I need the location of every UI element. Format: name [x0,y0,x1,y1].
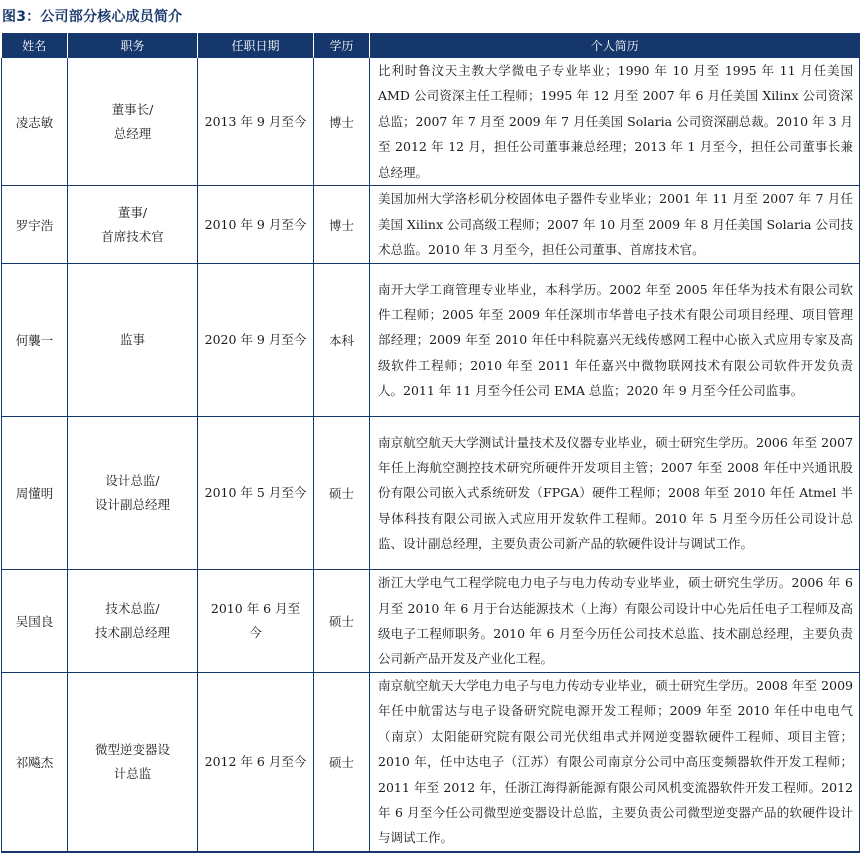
member-name: 吴国良 [2,570,68,673]
member-role [68,673,198,852]
header-resume: 个人简历 [370,33,860,58]
resume-text: 比利时鲁汶天主教大学微电子专业毕业；1990 年 10 月至 1995 年 11 月任美国 AMD 公司资深主任工程师；1995 年 12 月至 2007 年 6 月任美国 Xilinx 公司资深总监；2007 年 7 月至 2009 年 7 月任美国 Solaria 公司资深副总裁。2010 年 3 月至 2012 年 12 月，担任公司董事兼总经理；2013 年 1 月至今，担任公司董事长兼总经理。 [370,58,860,186]
resume-text: 南京航空航天大学测试计量技术及仪器专业毕业，硕士研究生学历。2006 年至 2007 年任上海航空测控技术研究所硬件开发项目主管；2007 年至 2008 年任中兴通讯股份有限公司嵌入式系统研发（FPGA）硬件工程师；2008 年至 2010 年任 Atmel 半导体科技有限公司嵌入式应用开发软件工程师。2010 年 5 月至今历任公司设计总监、设计副总经理，主要负责公司新产品的软硬件设计与调试工作。 [370,417,860,570]
role-line: 设计副总经理 [94,497,170,513]
member-name: 罗宇浩 [2,186,68,264]
header-role: 职务 [68,33,198,58]
education: 硕士 [314,673,370,852]
header-education: 学历 [314,33,370,58]
education: 博士 [314,186,370,264]
resume-text: 美国加州大学洛杉矶分校固体电子器件专业毕业；2001 年 11 月至 2007 年 7 月任美国 Xilinx 公司高级工程师；2007 年 10 月至 2009 年 8 月任美国 Solaria 公司技术总监。2010 年 3 月至今，担任公司董事、首席技术官。 [370,186,860,264]
appointment-date [198,264,314,417]
role-line: 总经理 [113,125,152,141]
role-line: 董事/ [117,204,148,220]
member-name: 何襲一 [2,264,68,417]
table-row [2,58,860,186]
appointment-date [198,673,314,852]
appointment-date [198,186,314,264]
date-line: 2010 年 6 月至 [210,601,301,617]
table-row [2,570,860,673]
appointment-date [198,58,314,186]
member-name: 凌志敏 [2,58,68,186]
education: 博士 [314,58,370,186]
date-line: 2010 年 9 月至今 [204,216,307,232]
role-line: 微型逆变器设 [94,741,170,757]
role-line: 技术副总经理 [94,625,170,641]
table-row [2,417,860,570]
date-line: 2012 年 6 月至今 [204,753,307,769]
role-line: 设计总监/ [105,473,160,489]
date-line: 2013 年 9 月至今 [204,113,307,129]
table-header-row [2,33,860,58]
education: 硕士 [314,417,370,570]
education: 硕士 [314,570,370,673]
figure-title: 图3：公司部分核心成员简介 [2,9,183,25]
role-line: 监事 [119,332,145,348]
role-line: 董事长/ [111,101,154,117]
member-role [68,570,198,673]
resume-text: 浙江大学电气工程学院电力电子与电力传动专业毕业，硕士研究生学历。2006 年 6 月至 2010 年 6 月于台达能源技术（上海）有限公司设计中心先后任电子工程师及高级电子工程师职务。2010 年 6 月至今历任公司技术总监、技术副总经理，主要负责公司新产品开发及产业化工程。 [370,570,860,673]
core-members-table [1,33,860,853]
date-line: 2010 年 5 月至今 [204,485,307,501]
header-name: 姓名 [2,33,68,58]
role-line: 技术总监/ [105,601,160,617]
role-line: 首席技术官 [101,228,164,244]
appointment-date [198,570,314,673]
date-line: 2020 年 9 月至今 [204,332,307,348]
table-row [2,264,860,417]
member-name: 祁飚杰 [2,673,68,852]
role-line: 计总监 [113,765,152,781]
education: 本科 [314,264,370,417]
member-role [68,186,198,264]
table-row [2,673,860,852]
header-date: 任职日期 [198,33,314,58]
appointment-date [198,417,314,570]
member-name: 周懂明 [2,417,68,570]
resume-text: 南京航空航天大学电力电子与电力传动专业毕业，硕士研究生学历。2008 年至 2009 年任中航雷达与电子设备研究院电源开发工程师；2009 年至 2010 年任中电电气（南京）太阳能研究院有限公司光伏组串式并网逆变器软硬件工程师、项目主管；2010 年，任中达电子（江苏）有限公司南京分公司中高压变频器软件开发工程师；2011 年至 2012 年，任浙江海得新能源有限公司风机变流器软件开发工程师。2012 年 6 月至今任公司微型逆变器设计总监，主要负责公司微型逆变器产品的软硬件设计与调试工作。 [370,673,860,852]
member-role [68,417,198,570]
member-role [68,264,198,417]
table-row [2,186,860,264]
resume-text: 南开大学工商管理专业毕业，本科学历。2002 年至 2005 年任华为技术有限公司软件工程师；2005 年至 2009 年任深圳市华普电子技术有限公司项目经理、项目管理部经理；2009 年至 2010 年任中科院嘉兴无线传感网工程中心嵌入式应用专家及高级软件工程师；2010 年至 2011 年任嘉兴中微物联网技术有限公司软件开发负责人。2011 年 11 月至今任公司 EMA 总监；2020 年 9 月至今任公司监事。 [370,264,860,417]
member-role [68,58,198,186]
date-line: 今 [249,625,262,641]
